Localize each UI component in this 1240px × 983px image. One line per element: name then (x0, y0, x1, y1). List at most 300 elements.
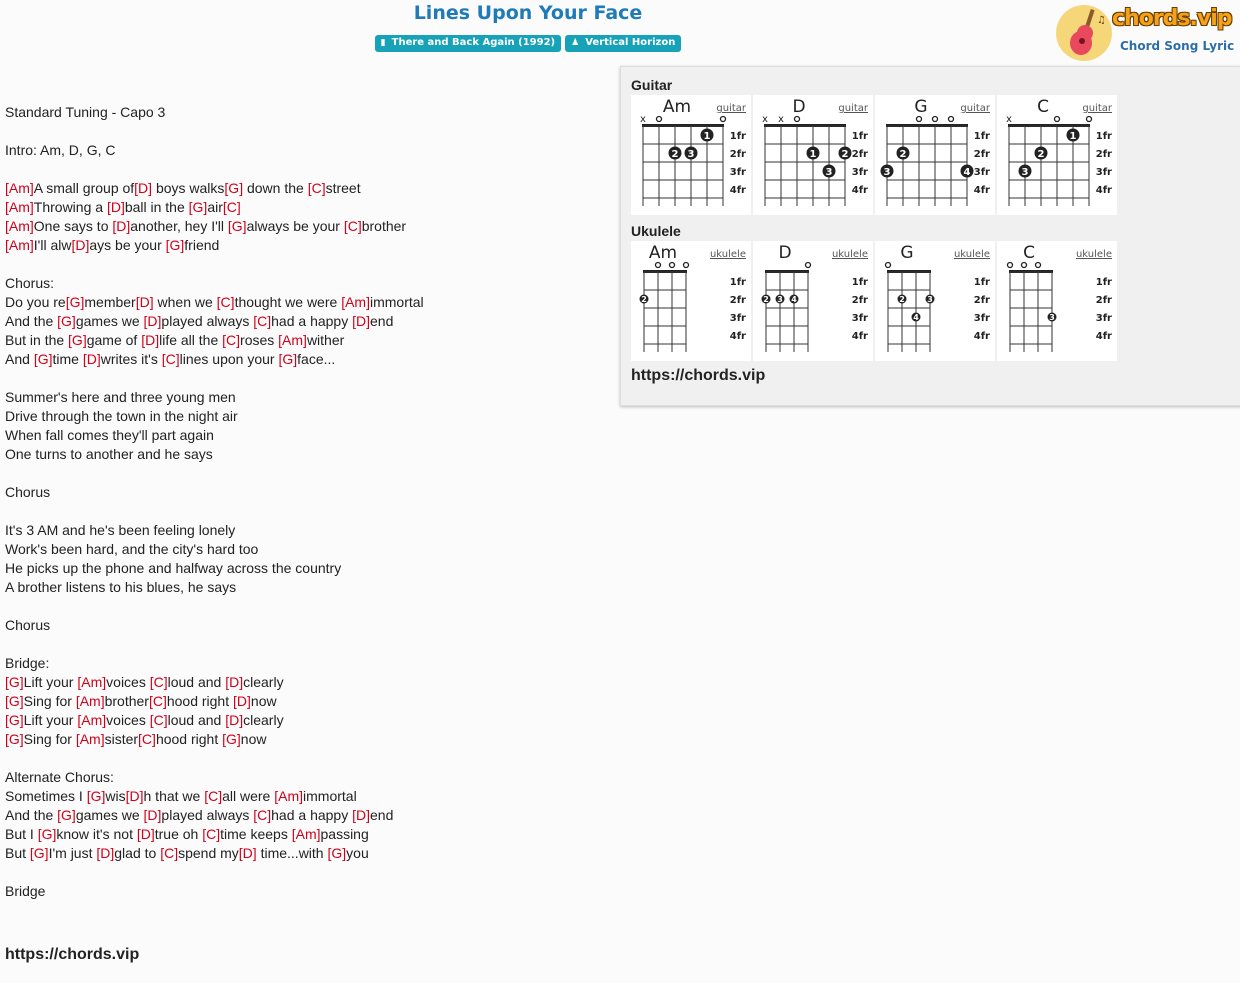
instrument-link: guitar (838, 103, 868, 114)
fret-label: 3fr (729, 313, 746, 324)
book-icon: ▮ (380, 38, 386, 48)
chord-link[interactable]: [C] (160, 845, 179, 861)
lyric-text: lines upon your (179, 351, 279, 367)
lyric-text: Standard Tuning - Capo 3 (5, 104, 166, 120)
open-string-marker (721, 117, 726, 122)
lyric-line (5, 464, 605, 483)
fret-label: 3fr (973, 167, 990, 178)
lyric-line (5, 635, 605, 654)
instrument-link: guitar (716, 103, 746, 114)
lyric-text: Drive through the town in the night air (5, 408, 238, 424)
chord-name: G (914, 97, 928, 117)
chord-link[interactable]: [Am] (278, 332, 307, 348)
chord-link[interactable]: [G] (57, 807, 76, 823)
lyric-text: time (52, 351, 83, 367)
lyric-text: end (370, 807, 394, 823)
fret-label: 3fr (1095, 313, 1112, 324)
finger-number: 2 (641, 295, 647, 304)
lyric-text: life all the (159, 332, 223, 348)
lyric-text: when we (153, 294, 217, 310)
open-string-marker (949, 117, 954, 122)
lyric-text: Sing for (23, 731, 76, 747)
lyric-line (5, 806, 605, 825)
lyric-text: know it's not (56, 826, 137, 842)
chord-link[interactable]: [D] (136, 826, 155, 842)
fret-label: 1fr (973, 131, 990, 142)
open-string-marker (657, 117, 662, 122)
chord-link[interactable]: [G] (165, 237, 185, 253)
fret-label: 4fr (973, 331, 990, 342)
lyric-text: now (240, 731, 267, 747)
lyric-text: street (325, 180, 361, 196)
fret-label: 2fr (851, 295, 868, 306)
lyric-line (5, 578, 605, 597)
open-string-marker (670, 263, 675, 268)
lyric-text: games we (75, 807, 144, 823)
chord-link[interactable]: [D] (135, 294, 154, 310)
lyric-line (5, 293, 605, 312)
lyric-text: time...with (256, 845, 328, 861)
instrument-link: guitar (1082, 103, 1112, 114)
lyric-text: friend (184, 237, 220, 253)
lyric-text: all were (222, 788, 275, 804)
lyric-line (5, 540, 605, 559)
lyric-text: roses (240, 332, 279, 348)
chord-diagram-ukulele-c[interactable] (997, 241, 1117, 361)
lyric-line (5, 312, 605, 331)
chord-link[interactable]: [D] (71, 237, 90, 253)
chord-panel (620, 66, 1240, 406)
finger-number: 4 (791, 295, 797, 304)
lyric-line (5, 863, 605, 882)
chord-link[interactable]: [D] (134, 180, 153, 196)
lyric-line (5, 559, 605, 578)
fret-label: 3fr (973, 313, 990, 324)
lyric-line (5, 179, 605, 198)
lyric-line (5, 331, 605, 350)
chord-link[interactable]: [Am] (5, 218, 34, 234)
lyric-text: Chorus (5, 484, 51, 500)
fret-label: 2fr (973, 295, 990, 306)
lyric-text: played always (161, 313, 254, 329)
chord-link[interactable]: [G] (278, 351, 298, 367)
chord-link[interactable]: [D] (352, 313, 370, 329)
finger-number: 1 (809, 149, 817, 160)
chord-link[interactable]: [G] (5, 674, 24, 690)
chord-link[interactable]: [C] (216, 294, 235, 310)
instrument-link: ukulele (1075, 249, 1112, 260)
open-string-marker (1055, 117, 1060, 122)
svg-text:♫: ♫ (1097, 15, 1106, 26)
muted-string-marker: x (640, 114, 646, 125)
chord-diagram-ukulele-d[interactable] (753, 241, 873, 361)
finger-number: 3 (927, 295, 933, 304)
chord-link[interactable]: [Am] (77, 712, 107, 728)
lyric-text: another, hey I'll (130, 218, 228, 234)
lyric-line (5, 217, 605, 236)
album-badge-label: There and Back Again (1992) (391, 37, 556, 48)
finger-number: 2 (671, 149, 679, 160)
lyric-text: Sometimes I (5, 788, 87, 804)
lyric-line (5, 787, 605, 806)
lyric-text: But (5, 845, 30, 861)
open-string-marker (933, 117, 938, 122)
chord-link[interactable]: [C] (307, 180, 326, 196)
lyric-text: ball in the (124, 199, 189, 215)
finger-number: 2 (899, 149, 907, 160)
chord-link[interactable]: [D] (125, 788, 144, 804)
fret-label: 1fr (729, 277, 746, 288)
logo-tagline: Chord Song Lyric (1120, 39, 1235, 53)
chord-link[interactable]: [Am] (5, 180, 34, 196)
chord-diagram-guitar-am[interactable] (631, 95, 751, 215)
fret-label: 2fr (973, 149, 990, 160)
finger-number: 1 (1069, 131, 1077, 142)
lyric-line (5, 236, 605, 255)
finger-number: 3 (825, 167, 833, 178)
lyric-line (5, 160, 605, 179)
lyric-text: A small group of (33, 180, 135, 196)
fret-label: 1fr (1095, 277, 1112, 288)
lyric-text: now (250, 693, 277, 709)
chord-name: G (900, 243, 914, 263)
lyric-text: true oh (154, 826, 203, 842)
fret-label: 4fr (851, 185, 868, 196)
fret-label: 3fr (729, 167, 746, 178)
lyric-text: h that we (143, 788, 205, 804)
chord-link[interactable]: [C] (138, 731, 156, 747)
chord-diagram-guitar-d[interactable] (753, 95, 873, 215)
fret-label: 3fr (1095, 167, 1112, 178)
fret-label: 4fr (851, 331, 868, 342)
lyric-line (5, 445, 605, 464)
lyric-line (5, 692, 605, 711)
instrument-link: ukulele (953, 249, 990, 260)
lyric-text: Lift your (23, 712, 78, 728)
song-title: Lines Upon Your Face (413, 2, 643, 24)
open-string-marker (886, 263, 891, 268)
fret-label: 2fr (851, 149, 868, 160)
lyric-line (5, 730, 605, 749)
lyric-text: Bridge (5, 883, 46, 899)
lyric-text: But in the (5, 332, 69, 348)
finger-number: 2 (763, 295, 769, 304)
chord-link[interactable]: [D] (106, 199, 125, 215)
lyric-text: Summer's here and three young men (5, 389, 236, 405)
instrument-link: ukulele (831, 249, 868, 260)
lyric-text: air (207, 199, 223, 215)
fret-label: 1fr (851, 131, 868, 142)
finger-number: 2 (899, 295, 905, 304)
lyric-text: hood right (155, 731, 223, 747)
lyric-text: And the (5, 313, 58, 329)
chord-link[interactable]: [G] (224, 180, 244, 196)
lyric-line (5, 711, 605, 730)
lyric-text: Do you re (5, 294, 66, 310)
chord-name: C (1037, 97, 1049, 117)
fret-label: 2fr (729, 295, 746, 306)
lyric-text: had a happy (271, 807, 353, 823)
chord-link[interactable]: [C] (148, 693, 167, 709)
lyric-text: It's 3 AM and he's been feeling lonely (5, 522, 236, 538)
muted-string-marker: x (1006, 114, 1012, 125)
chord-link[interactable]: [C] (222, 332, 241, 348)
lyric-line (5, 768, 605, 787)
logo-name: chords.vip (1112, 6, 1232, 31)
song-badges (0, 35, 1056, 52)
lyric-line (5, 350, 605, 369)
chord-link[interactable]: [D] (225, 674, 244, 690)
lyric-line (5, 616, 605, 635)
lyric-text: Alternate Chorus: (5, 769, 114, 785)
artist-badge[interactable] (565, 35, 681, 52)
chord-link[interactable]: [G] (5, 731, 24, 747)
finger-number: 1 (703, 131, 711, 142)
chord-name: C (1023, 243, 1035, 263)
lyric-lines (5, 103, 605, 901)
lyric-text: spend my (178, 845, 239, 861)
chord-link[interactable]: [D] (82, 351, 101, 367)
chord-diagram-guitar-g[interactable] (875, 95, 995, 215)
lyric-text: When fall comes they'll part again (5, 427, 214, 443)
chord-link[interactable]: [G] (5, 712, 24, 728)
chord-name: Am (648, 243, 678, 263)
chord-link[interactable]: [C] (343, 218, 362, 234)
lyric-text: immortal (303, 788, 357, 804)
chord-link[interactable]: [C] (253, 313, 272, 329)
chord-name: Am (662, 97, 692, 117)
lyric-text: voices (106, 712, 150, 728)
chord-link[interactable]: [C] (222, 199, 241, 215)
lyric-text: game of (86, 332, 142, 348)
fret-label: 2fr (1095, 295, 1112, 306)
lyric-text: But I (5, 826, 38, 842)
person-icon: ♟ (571, 38, 580, 48)
chord-diagram-ukulele-am[interactable] (631, 241, 751, 361)
chord-name: D (778, 243, 792, 263)
chord-link[interactable]: [G] (65, 294, 85, 310)
lyric-text: Chorus: (5, 275, 55, 291)
lyric-line (5, 274, 605, 293)
lyric-text: Lift your (23, 674, 78, 690)
chord-link[interactable]: [G] (222, 731, 241, 747)
lyric-line (5, 407, 605, 426)
chord-link[interactable]: [G] (33, 351, 53, 367)
fret-label: 4fr (1095, 331, 1112, 342)
chord-link[interactable]: [G] (5, 693, 24, 709)
ukulele-section-label: Ukulele (631, 223, 681, 239)
finger-number: 4 (913, 313, 919, 322)
chord-link[interactable]: [Am] (5, 237, 34, 253)
lyric-text: had a happy (271, 313, 353, 329)
open-string-marker (795, 117, 800, 122)
fret-label: 2fr (1095, 149, 1112, 160)
fret-label: 4fr (729, 185, 746, 196)
chord-link[interactable]: [C] (204, 788, 223, 804)
lyric-text: you (346, 845, 369, 861)
chord-link[interactable]: [G] (227, 218, 247, 234)
chord-link[interactable]: [C] (161, 351, 180, 367)
lyric-line (5, 198, 605, 217)
finger-number: 3 (777, 295, 783, 304)
chord-link[interactable]: [D] (352, 807, 370, 823)
open-string-marker (1008, 263, 1013, 268)
chord-link[interactable]: [G] (188, 199, 208, 215)
lyric-text: time keeps (220, 826, 292, 842)
lyric-line (5, 882, 605, 901)
lyric-text: One turns to another and he says (5, 446, 213, 462)
chord-link[interactable]: [D] (225, 712, 244, 728)
lyric-text: ays be your (89, 237, 166, 253)
panel-url[interactable]: https://chords.vip (631, 367, 766, 384)
chord-link[interactable]: [G] (57, 313, 76, 329)
lyric-line (5, 597, 605, 616)
lyric-text: immortal (369, 294, 424, 310)
fret-label: 4fr (1095, 185, 1112, 196)
lyric-text: glad to (114, 845, 161, 861)
chord-link[interactable]: [Am] (75, 693, 105, 709)
fret-label: 1fr (973, 277, 990, 288)
chord-link[interactable]: [D] (143, 313, 162, 329)
finger-number: 4 (963, 167, 971, 178)
open-string-marker (1022, 263, 1027, 268)
chord-link[interactable]: [G] (29, 845, 49, 861)
lyric-text: clearly (243, 674, 284, 690)
lyric-line (5, 844, 605, 863)
lyric-text: He picks up the phone and halfway across the country (5, 560, 342, 576)
lyric-line (5, 426, 605, 445)
lyric-text: Intro: Am, D, G, C (5, 142, 116, 158)
chord-link[interactable]: [G] (37, 826, 57, 842)
open-string-marker (1036, 263, 1041, 268)
chord-link[interactable]: [Am] (341, 294, 370, 310)
lyric-line (5, 369, 605, 388)
finger-number: 2 (1037, 149, 1045, 160)
chord-link[interactable]: [D] (141, 332, 160, 348)
lyric-text: wis (105, 788, 126, 804)
lyric-text: Bridge: (5, 655, 50, 671)
lyric-text: brother (361, 218, 407, 234)
lyric-text: loud and (167, 712, 226, 728)
lyric-line (5, 141, 605, 160)
artist-badge-label: Vertical Horizon (585, 37, 676, 48)
muted-string-marker: x (762, 114, 768, 125)
lyric-text: Chorus (5, 617, 51, 633)
chord-link[interactable]: [C] (253, 807, 272, 823)
lyric-line (5, 483, 605, 502)
lyric-text: Throwing a (33, 199, 107, 215)
lyric-line (5, 673, 605, 692)
chord-link[interactable]: [Am] (75, 731, 105, 747)
instrument-link: ukulele (709, 249, 746, 260)
chord-link[interactable]: [D] (233, 693, 251, 709)
finger-number: 3 (883, 167, 891, 178)
lyric-line (5, 103, 605, 122)
lyric-line (5, 388, 605, 407)
lyric-line (5, 122, 605, 141)
lyric-text: One says to (33, 218, 113, 234)
fret-label: 2fr (729, 149, 746, 160)
chord-link[interactable]: [C] (149, 712, 168, 728)
site-logo[interactable] (1055, 3, 1235, 61)
guitar-section-label: Guitar (631, 77, 673, 93)
finger-number: 3 (687, 149, 695, 160)
fret-label: 4fr (729, 331, 746, 342)
lyric-text: clearly (243, 712, 284, 728)
chord-link[interactable]: [D] (96, 845, 115, 861)
lyric-text: wither (306, 332, 345, 348)
lyric-text: face... (297, 351, 336, 367)
chord-link[interactable]: [C] (202, 826, 221, 842)
lyric-text: writes it's (100, 351, 162, 367)
open-string-marker (684, 263, 689, 268)
album-badge[interactable] (375, 35, 561, 52)
lyric-text: sister (104, 731, 139, 747)
lyric-text: always be your (246, 218, 344, 234)
chord-link[interactable]: [G] (86, 788, 106, 804)
open-string-marker (656, 263, 661, 268)
chord-link[interactable]: [D] (238, 845, 257, 861)
lyric-text: I'm just (48, 845, 97, 861)
lyrics (5, 65, 605, 983)
open-string-marker (1087, 117, 1092, 122)
lyric-line (5, 255, 605, 274)
chord-link[interactable]: [Am] (5, 199, 34, 215)
finger-number: 3 (1021, 167, 1029, 178)
chord-link[interactable]: [D] (112, 218, 131, 234)
chord-link[interactable]: [Am] (77, 674, 107, 690)
muted-string-marker: x (778, 114, 784, 125)
lyric-text: Sing for (23, 693, 76, 709)
chord-link[interactable]: [C] (149, 674, 168, 690)
guitar-logo-icon (1055, 3, 1115, 61)
chord-link[interactable]: [D] (143, 807, 162, 823)
open-string-marker (806, 263, 811, 268)
chord-link[interactable]: [Am] (291, 826, 321, 842)
lyric-text: hood right (166, 693, 234, 709)
lyric-line (5, 825, 605, 844)
footer-url[interactable]: https://chords.vip (5, 946, 140, 963)
lyric-text: thought we were (234, 294, 342, 310)
lyric-text: played always (161, 807, 254, 823)
fret-label: 4fr (973, 185, 990, 196)
finger-number: 3 (1049, 313, 1055, 322)
open-string-marker (917, 117, 922, 122)
lyric-text: member (84, 294, 136, 310)
lyric-text: loud and (167, 674, 226, 690)
chord-name: D (792, 97, 806, 117)
fret-label: 1fr (1095, 131, 1112, 142)
lyric-text: voices (106, 674, 150, 690)
chord-link[interactable]: [Am] (274, 788, 304, 804)
fret-label: 3fr (851, 313, 868, 324)
fret-label: 3fr (851, 167, 868, 178)
lyric-text: A brother listens to his blues, he says (5, 579, 237, 595)
fret-label: 1fr (851, 277, 868, 288)
instrument-link: guitar (960, 103, 990, 114)
lyric-text: boys walks (152, 180, 225, 196)
chord-link[interactable]: [G] (68, 332, 87, 348)
finger-number: 2 (841, 149, 849, 160)
chord-link[interactable]: [G] (327, 845, 347, 861)
chord-diagram-ukulele-g[interactable] (875, 241, 995, 361)
lyric-line (5, 654, 605, 673)
lyric-text: passing (320, 826, 369, 842)
lyric-text: games we (75, 313, 144, 329)
lyric-line (5, 502, 605, 521)
chord-diagram-guitar-c[interactable] (997, 95, 1117, 215)
lyric-text: Work's been hard, and the city's hard too (5, 541, 259, 557)
